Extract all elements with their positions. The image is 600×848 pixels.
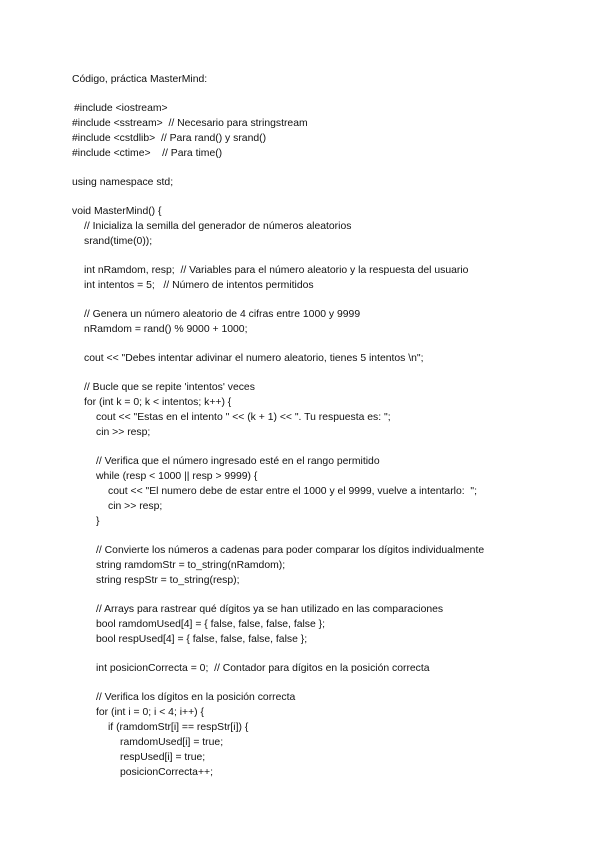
code-line: cin >> resp; xyxy=(108,501,163,512)
code-line: bool ramdomUsed[4] = { false, false, false, false }; xyxy=(96,619,326,630)
code-line: bool respUsed[4] = { false, false, false, false }; xyxy=(96,634,308,645)
document-title: Código, práctica MasterMind: xyxy=(72,74,208,85)
code-line: #include <ctime> // Para time() xyxy=(72,148,223,159)
code-line: for (int i = 0; i < 4; i++) { xyxy=(96,707,205,718)
code-line: // Inicializa la semilla del generador de números aleatorios xyxy=(84,221,352,232)
code-line: cout << "Estas en el intento " << (k + 1) << ". Tu respuesta es: "; xyxy=(96,412,391,423)
code-line: int intentos = 5; // Número de intentos permitidos xyxy=(84,280,314,291)
code-line: // Verifica los dígitos en la posición correcta xyxy=(96,692,296,703)
code-line: cout << "El numero debe de estar entre el 1000 y el 9999, vuelve a intentarlo: "; xyxy=(108,486,477,497)
code-line: #include <sstream> // Necesario para stringstream xyxy=(72,118,308,129)
code-line: posicionCorrecta++; xyxy=(120,767,213,778)
code-line: while (resp < 1000 || resp > 9999) { xyxy=(96,471,258,482)
code-line: using namespace std; xyxy=(72,177,174,188)
code-line: srand(time(0)); xyxy=(84,236,153,247)
code-line: int posicionCorrecta = 0; // Contador para dígitos en la posición correcta xyxy=(96,663,430,674)
code-line: void MasterMind() { xyxy=(72,206,162,217)
code-line: cout << "Debes intentar adivinar el numero aleatorio, tienes 5 intentos \n"; xyxy=(84,353,424,364)
code-line: string respStr = to_string(resp); xyxy=(96,575,240,586)
code-line: // Bucle que se repite 'intentos' veces xyxy=(84,382,255,393)
code-line: if (ramdomStr[i] == respStr[i]) { xyxy=(108,722,249,733)
code-line: int nRamdom, resp; // Variables para el número aleatorio y la respuesta del usuario xyxy=(84,265,469,276)
code-line: cin >> resp; xyxy=(96,427,151,438)
code-line: string ramdomStr = to_string(nRamdom); xyxy=(96,560,286,571)
code-line: // Convierte los números a cadenas para poder comparar los dígitos individualmente xyxy=(96,545,485,556)
code-line: // Verifica que el número ingresado esté en el rango permitido xyxy=(96,456,380,467)
code-line: } xyxy=(96,516,100,527)
code-line: // Arrays para rastrear qué dígitos ya se han utilizado en las comparaciones xyxy=(96,604,444,615)
code-line: // Genera un número aleatorio de 4 cifras entre 1000 y 9999 xyxy=(84,309,361,320)
code-line: #include <iostream> xyxy=(74,103,168,114)
code-line: ramdomUsed[i] = true; xyxy=(120,737,224,748)
code-line: nRamdom = rand() % 9000 + 1000; xyxy=(84,324,248,335)
code-line: for (int k = 0; k < intentos; k++) { xyxy=(84,397,232,408)
code-line: #include <cstdlib> // Para rand() y srand() xyxy=(72,133,267,144)
code-line: respUsed[i] = true; xyxy=(120,752,206,763)
